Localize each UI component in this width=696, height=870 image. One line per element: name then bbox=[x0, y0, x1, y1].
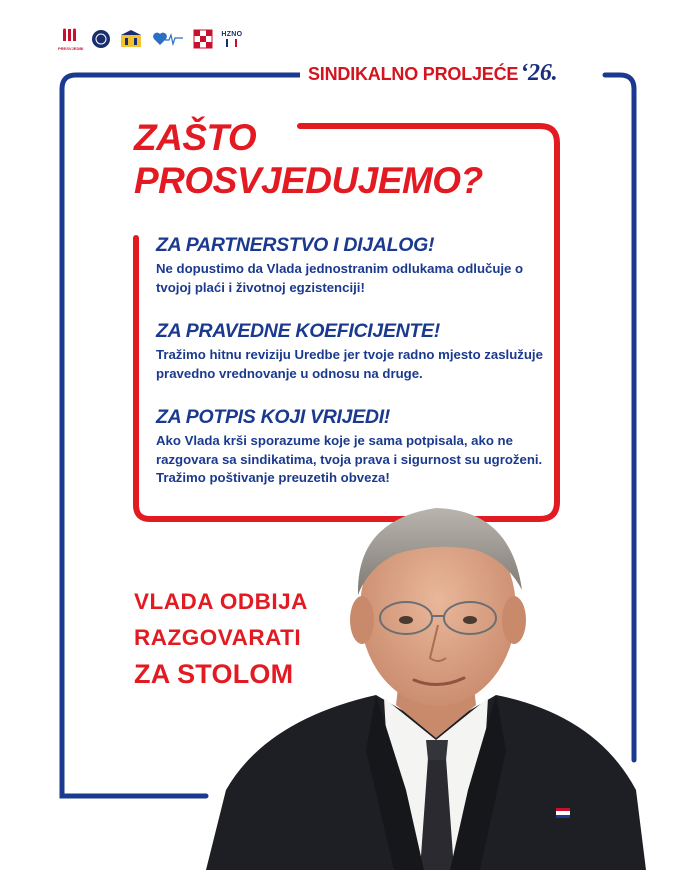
campaign-year: ‘26. bbox=[520, 60, 558, 86]
union-logo-hzno bbox=[221, 31, 242, 48]
heart-pulse-logo-icon bbox=[151, 30, 185, 48]
headline-line2: PROSVJEDUJEMO? bbox=[134, 160, 483, 201]
slogan-line1: VLADA ODBIJA bbox=[134, 589, 308, 614]
campaign-title bbox=[300, 60, 565, 90]
union-logo-2 bbox=[91, 29, 111, 49]
union-logos bbox=[58, 26, 242, 52]
section-title: ZA PARTNERSTVO I DIJALOG! bbox=[156, 234, 435, 256]
section-title: ZA POTPIS KOJI VRIJEDI! bbox=[156, 406, 391, 428]
headline bbox=[134, 116, 483, 202]
people-logo-icon bbox=[60, 28, 82, 46]
section-partnership bbox=[156, 234, 551, 297]
union-logo-1 bbox=[58, 28, 83, 51]
slogan-line2: RAZGOVARATI bbox=[134, 625, 302, 650]
round-emblem-icon bbox=[91, 29, 111, 49]
section-signature bbox=[156, 406, 551, 488]
figures-icon bbox=[223, 38, 241, 48]
section-body: Ako Vlada krši sporazume koje je sama potpisala, ako ne razgovara sa sindikatima, tvoja prava i sigurnost su ugroženi. Tražimo poštivanje preuzetih obveza! bbox=[156, 433, 543, 485]
headline-line1: ZAŠTO bbox=[134, 117, 257, 158]
portrait-photo bbox=[206, 490, 646, 870]
campaign-label: SINDIKALNO PROLJEĆE bbox=[308, 64, 519, 84]
union-logo-5 bbox=[193, 29, 213, 49]
section-coefficients bbox=[156, 320, 551, 383]
checkered-shield-icon bbox=[193, 29, 213, 49]
slogan-line3: ZA STOLOM bbox=[134, 659, 294, 689]
section-title: ZA PRAVEDNE KOEFICIJENTE! bbox=[156, 320, 440, 342]
hzno-logo-text: HZNO bbox=[221, 30, 243, 38]
section-body: Tražimo hitnu reviziju Uredbe jer tvoje radno mjesto zaslužuje pravedno vrednovanje u odnosu na druge. bbox=[156, 347, 543, 381]
section-body: Ne dopustimo da Vlada jednostranim odlukama odlučuje o tvojoj plaći i životnoj egzistenciji! bbox=[156, 261, 524, 295]
logo-caption: PRESVJEDBI bbox=[58, 45, 84, 51]
building-logo-icon bbox=[119, 29, 143, 49]
union-logo-4 bbox=[151, 30, 185, 48]
union-logo-3 bbox=[119, 29, 143, 49]
